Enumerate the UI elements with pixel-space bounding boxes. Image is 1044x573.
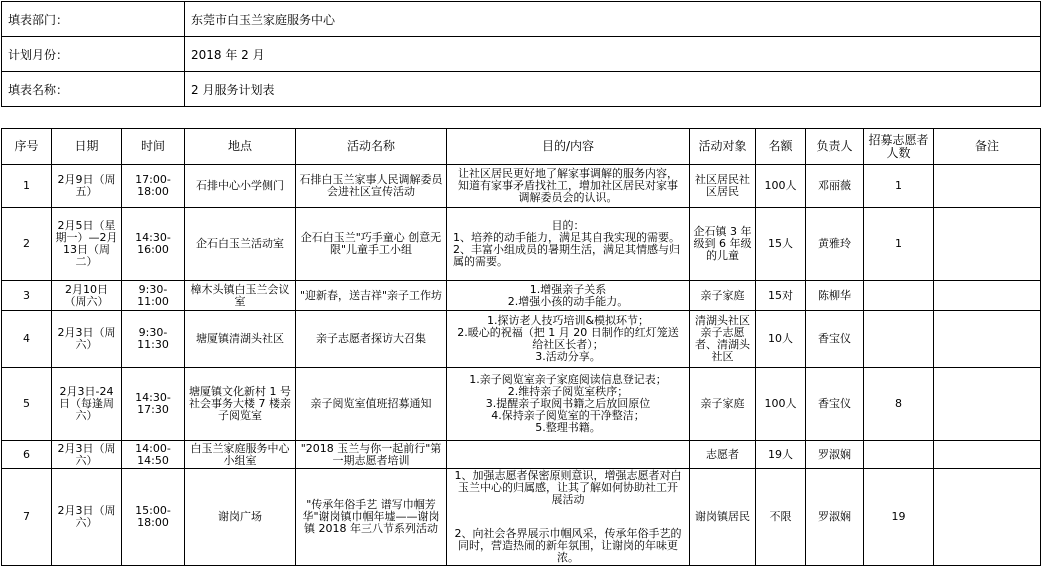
row-purpose [447,469,690,566]
row-target: 谢岗镇居民 [690,469,756,566]
row-activity: "2018 玉兰与你一起前行"第一期志愿者培训 [296,441,447,469]
purpose-line: 2.暖心的祝福（把 1 月 20 日制作的红灯笼送给社区长者）； [457,326,679,351]
table-header-row [2,129,1041,165]
row-purpose [447,165,690,208]
row-target: 亲子家庭 [690,368,756,441]
row-volunteers: 1 [864,165,934,208]
row-date: 2月5日（星期一）—2月13日（周二） [52,208,122,281]
row-quota: 10人 [756,311,806,368]
row-index: 4 [2,311,52,368]
row-activity: 亲子阅览室值班招募通知 [296,368,447,441]
header-activity: 活动名称 [296,129,447,165]
table-row [2,441,1041,469]
header-location: 地点 [185,129,296,165]
row-index: 1 [2,165,52,208]
purpose-line: 2、向社会各界展示巾帼风采，传承年俗手艺的同时，营造热闹的新年氛围，让谢岗的年味更浓。 [454,527,682,564]
row-time: 9:30-11:30 [122,311,185,368]
row-time: 15:00-18:00 [122,469,185,566]
header-notes: 备注 [934,129,1041,165]
row-notes [934,368,1041,441]
row-time: 14:30-16:00 [122,208,185,281]
row-location: 塘厦镇文化新村 1 号社会事务大楼 7 楼亲子阅览室 [185,368,296,441]
row-activity: "传承年俗手艺 谱写巾帼芳华"谢岗镇巾帼年墟——谢岗镇 2018 年三八节系列活动 [296,469,447,566]
row-purpose [447,368,690,441]
row-date: 2月3日-24日（每逢周六） [52,368,122,441]
table-row [2,469,1041,566]
purpose-line: 目的： [551,219,585,232]
row-volunteers: 1 [864,208,934,281]
purpose-line: 2.增强小孩的动手能力。 [507,294,629,308]
row-time: 9:30-11:00 [122,281,185,311]
row-activity: 石排白玉兰家事人民调解委员会进社区宣传活动 [296,165,447,208]
row-notes [934,311,1041,368]
purpose-line: 4.保持亲子阅览室的干净整洁； [491,409,645,422]
row-owner: 邓丽薇 [806,165,864,208]
row-owner: 罗淑娴 [806,469,864,566]
header-owner: 负责人 [806,129,864,165]
purpose-line: 1.亲子阅览室亲子家庭阅读信息登记表； [469,373,667,386]
row-volunteers: 19 [864,469,934,566]
row-notes [934,165,1041,208]
header-quota: 名额 [756,129,806,165]
form-name-label: 填表名称： [2,72,185,107]
info-row-name [2,72,1041,107]
row-notes [934,469,1041,566]
row-time: 14:00-14:50 [122,441,185,469]
row-owner: 罗淑娴 [806,441,864,469]
department-label: 填表部门： [2,2,185,37]
row-quota: 15人 [756,208,806,281]
row-date: 2月10日（周六） [52,281,122,311]
purpose-line: 1.探访老人技巧培训&模拟环节； [486,314,650,327]
row-target: 亲子家庭 [690,281,756,311]
row-target: 企石镇 3 年级到 6 年级的儿童 [690,208,756,281]
row-quota: 19人 [756,441,806,469]
service-plan-table [1,128,1041,566]
row-index: 5 [2,368,52,441]
row-index: 6 [2,441,52,469]
info-row-department [2,2,1041,37]
info-table [1,1,1041,107]
row-volunteers [864,441,934,469]
row-date: 2月3日（周六） [52,311,122,368]
row-time: 17:00-18:00 [122,165,185,208]
info-row-month [2,37,1041,72]
row-purpose [447,441,690,469]
purpose-line: 1、加强志愿者保密原则意识，增强志愿者对白玉兰中心的归属感，让其了解如何协助社工开展活动 [454,469,682,506]
row-notes [934,441,1041,469]
row-time: 14:30-17:30 [122,368,185,441]
row-target: 社区居民社区居民 [690,165,756,208]
row-quota: 100人 [756,165,806,208]
header-target: 活动对象 [690,129,756,165]
row-activity: "迎新春，送吉祥"亲子工作坊 [296,281,447,311]
row-owner: 香宝仪 [806,311,864,368]
purpose-line: 让社区居民更好地了解家事调解的服务内容，知道有家事矛盾找社工，增加社区居民对家事调解委员会的认识。 [458,167,678,204]
header-volunteers: 招募志愿者人数 [864,129,934,165]
table-row [2,281,1041,311]
row-volunteers [864,311,934,368]
row-index: 7 [2,469,52,566]
table-row [2,208,1041,281]
row-index: 2 [2,208,52,281]
table-row [2,368,1041,441]
row-target: 志愿者 [690,441,756,469]
row-notes [934,281,1041,311]
header-time: 时间 [122,129,185,165]
row-quota: 100人 [756,368,806,441]
header-index: 序号 [2,129,52,165]
row-activity: 亲子志愿者探访大召集 [296,311,447,368]
row-date: 2月3日（周六） [52,441,122,469]
month-value: 2018 年 2 月 [185,37,1041,72]
purpose-line: 1.增强亲子关系 [529,282,607,296]
row-owner: 黄雅玲 [806,208,864,281]
row-owner: 香宝仪 [806,368,864,441]
row-purpose [447,311,690,368]
row-location: 谢岗广场 [185,469,296,566]
row-volunteers: 8 [864,368,934,441]
row-volunteers [864,281,934,311]
form-name-value: 2 月服务计划表 [185,72,1041,107]
row-location: 塘厦镇清湖头社区 [185,311,296,368]
header-date: 日期 [52,129,122,165]
row-purpose [447,281,690,311]
row-quota: 不限 [756,469,806,566]
row-purpose [447,208,690,281]
row-location: 企石白玉兰活动室 [185,208,296,281]
table-row [2,165,1041,208]
row-date: 2月3日（周六） [52,469,122,566]
row-owner: 陈柳华 [806,281,864,311]
row-index: 3 [2,281,52,311]
row-target: 清湖头社区亲子志愿者、清湖头社区 [690,311,756,368]
purpose-line: 2.维持亲子阅览室秩序； [507,385,629,398]
purpose-line: 1、培养的动手能力，满足其自我实现的需要。 [453,231,680,244]
row-location: 石排中心小学侧门 [185,165,296,208]
purpose-line: 5.整理书籍。 [535,421,601,434]
purpose-line: 3.提醒亲子取阅书籍之后放回原位 [485,397,651,410]
table-row [2,311,1041,368]
row-date: 2月9日（周五） [52,165,122,208]
department-value: 东莞市白玉兰家庭服务中心 [185,2,1041,37]
row-activity: 企石白玉兰"巧手童心 创意无限"儿童手工小组 [296,208,447,281]
row-location: 樟木头镇白玉兰会议室 [185,281,296,311]
purpose-line: 2、丰富小组成员的暑期生活，满足其情感与归属的需要。 [453,243,680,268]
purpose-line: 3.活动分享。 [535,350,601,363]
row-notes [934,208,1041,281]
row-quota: 15对 [756,281,806,311]
header-purpose: 目的/内容 [447,129,690,165]
month-label: 计划月份： [2,37,185,72]
row-location: 白玉兰家庭服务中心小组室 [185,441,296,469]
